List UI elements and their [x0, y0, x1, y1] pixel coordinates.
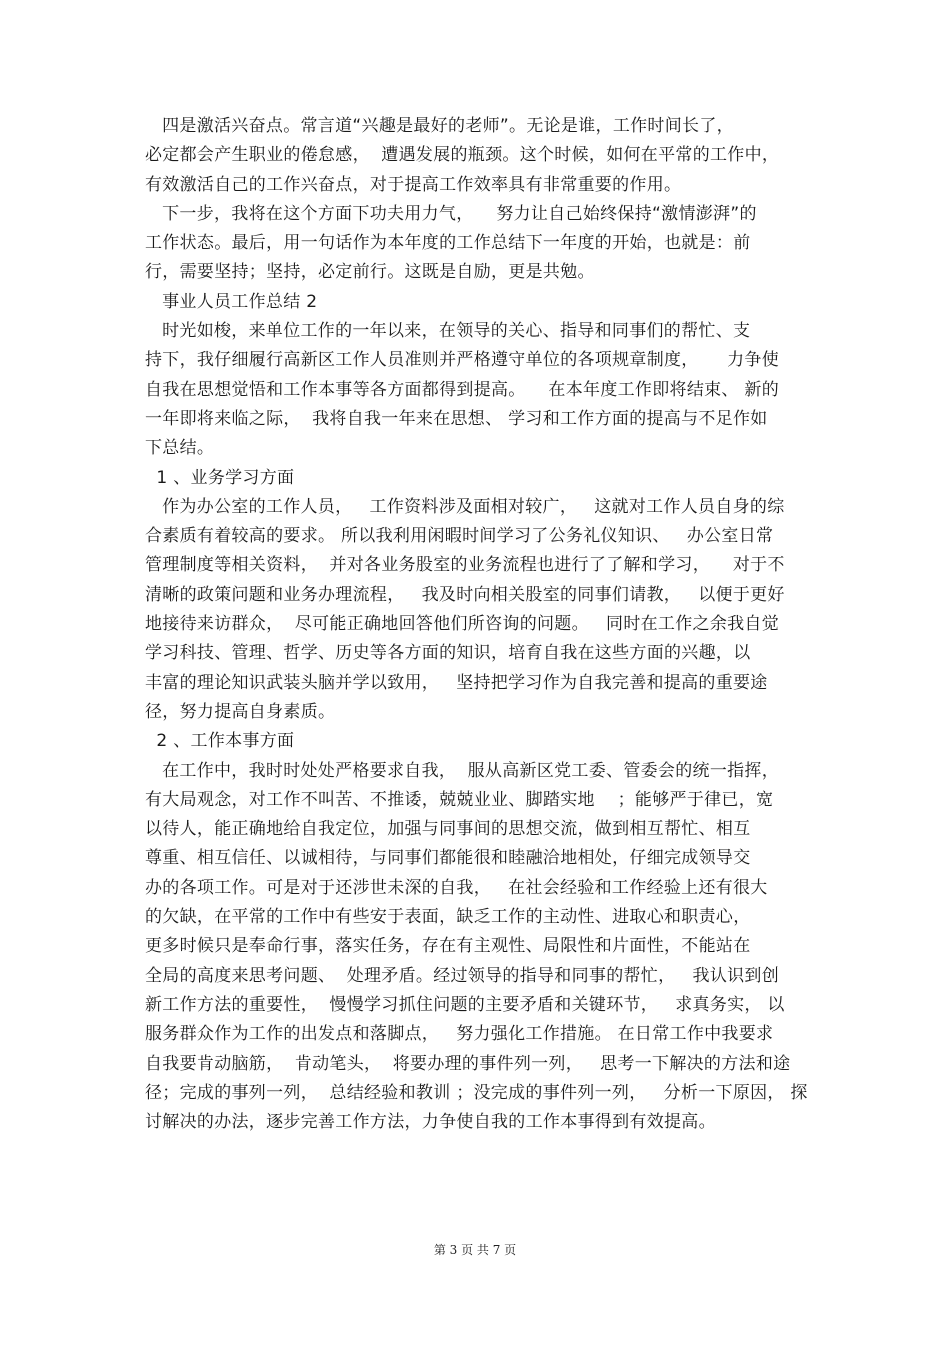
text-line: 一年即将来临之际， 我将自我一年来在思想、 学习和工作方面的提高与不足作如	[145, 408, 768, 429]
text-line: 自我在思想觉悟和工作本事等各方面都得到提高。 在本年度工作即将结束、 新的	[145, 379, 780, 400]
text-line: 讨解决的办法，逐步完善工作方法，力争使自我的工作本事得到有效提高。	[145, 1112, 716, 1133]
text-line: 时光如梭，来单位工作的一年以来，在领导的关心、指导和同事们的帮忙、支	[145, 321, 751, 342]
text-line: 尊重、相互信任、以诚相待，与同事们都能很和睦融洽地相处，仔细完成领导交	[145, 848, 751, 869]
text-line: 服务群众作为工作的出发点和落脚点， 努力强化工作措施。 在日常工作中我要求	[145, 1024, 774, 1045]
text-line: 有效激活自己的工作兴奋点，对于提高工作效率具有非常重要的作用。	[145, 174, 682, 195]
text-line: 学习科技、管理、哲学、历史等各方面的知识，培育自我在这些方面的兴趣，以	[145, 643, 751, 664]
text-line: 的欠缺，在平常的工作中有些安于表面，缺乏工作的主动性、进取心和职责心，	[145, 907, 751, 928]
text-line: 丰富的理论知识武装头脑并学以致用， 坚持把学习作为自我完善和提高的重要途	[145, 672, 768, 693]
text-line: 工作状态。最后，用一句话作为本年度的工作总结下一年度的开始，也就是：前	[145, 233, 751, 254]
text-line: 新工作方法的重要性， 慢慢学习抓住问题的主要矛盾和关键环节， 求真务实， 以	[145, 994, 785, 1015]
text-line: 下一步，我将在这个方面下功夫用力气， 努力让自己始终保持“激情澎湃”的	[145, 203, 757, 224]
section-title: 事业人员工作总结 2	[145, 291, 318, 312]
text-line: 管理制度等相关资料， 并对各业务股室的业务流程也进行了了解和学习， 对于不	[145, 555, 785, 576]
subsection-heading: 2 、工作本事方面	[145, 731, 295, 752]
text-line: 合素质有着较高的要求。 所以我利用闲暇时间学习了公务礼仪知识、 办公室日常	[145, 526, 774, 547]
text-line: 全局的高度来思考问题、 处理矛盾。经过领导的指导和同事的帮忙， 我认识到创	[145, 965, 780, 986]
text-line: 四是激活兴奋点。常言道“兴趣是最好的老师”。无论是谁，工作时间长了，	[145, 116, 734, 136]
text-line: 办的各项工作。可是对于还涉世未深的自我， 在社会经验和工作经验上还有很大	[145, 877, 768, 898]
text-line: 径，努力提高自身素质。	[145, 701, 336, 722]
text-line: 地接待来访群众， 尽可能正确地回答他们所咨询的问题。 同时在工作之余我自觉	[145, 614, 780, 635]
text-line: 清晰的政策问题和业务办理流程， 我及时向相关股室的同事们请教， 以便于更好	[145, 584, 785, 605]
text-line: 自我要肯动脑筋， 肯动笔头， 将要办理的事件列一列， 思考一下解决的方法和途	[145, 1053, 791, 1074]
subsection-heading: 1 、业务学习方面	[145, 467, 295, 488]
text-line: 作为办公室的工作人员， 工作资料涉及面相对较广， 这就对工作人员自身的综	[145, 496, 785, 517]
text-line: 以待人，能正确地给自我定位，加强与同事间的思想交流，做到相互帮忙、相互	[145, 819, 751, 840]
text-line: 持下，我仔细履行高新区工作人员准则并严格遵守单位的各项规章制度， 力争使	[145, 350, 780, 371]
page-number-footer: 第 3 页 共 7 页	[433, 1243, 517, 1257]
text-line: 有大局观念，对工作不叫苦、不推诿，兢兢业业、脚踏实地 ；能够严于律已，宽	[145, 789, 774, 810]
text-line: 在工作中，我时时处处严格要求自我， 服从高新区党工委、管委会的统一指挥，	[145, 760, 780, 781]
text-line: 更多时候只是奉命行事，落实任务，存在有主观性、局限性和片面性，不能站在	[145, 936, 751, 957]
document-body	[145, 112, 815, 1137]
text-line: 必定都会产生职业的倦怠感， 遭遇发展的瓶颈。这个时候，如何在平常的工作中，	[145, 145, 780, 166]
text-line: 径；完成的事列一列， 总结经验和教训 ；没完成的事件列一列， 分析一下原因， 探	[145, 1082, 808, 1103]
text-line: 下总结。	[145, 438, 215, 459]
text-line: 行，需要坚持；坚持，必定前行。这既是自励，更是共勉。	[145, 262, 595, 283]
